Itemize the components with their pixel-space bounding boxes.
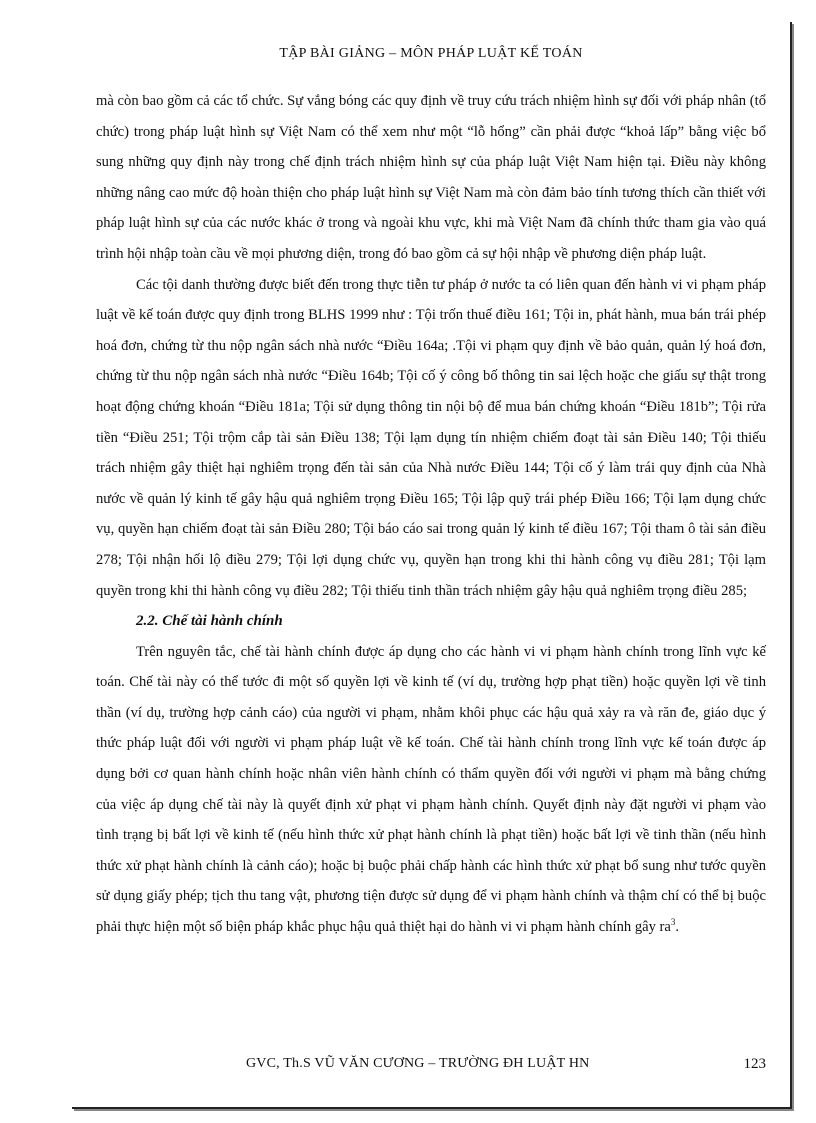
footnote-marker: 3 <box>670 917 676 928</box>
section-heading: 2.2. Chế tài hành chính <box>136 613 283 630</box>
footer-author: GVC, Th.S VŨ VĂN CƯƠNG – TRƯỜNG ĐH LUẬT HN <box>246 1056 590 1071</box>
page-body <box>96 86 766 943</box>
paragraph-3-text: Trên nguyên tắc, chế tài hành chính được áp dụng cho các hành vi vi phạm hành chính trong lĩnh vực kế toán. Chế tài này có thể tước đi một số quyền lợi về kinh tế (ví dụ, trường hợp phạt tiền) hoặc quyền lợi về tinh thần (ví dụ, trường hợp cảnh cáo) của người vi phạm, nhằm khôi phục các hậu quả xảy ra và răn đe, giáo dục ý thức pháp luật đối với người vi phạm pháp luật về kế toán. Chế tài hành chính trong lĩnh vực kế toán được áp dụng bởi cơ quan hành chính hoặc nhân viên hành chính có thẩm quyền đối với người vi phạm mà bằng chứng của việc áp dụng chế tài này là quyết định xử phạt vi phạm hành chính. Quyết định này đặt người vi phạm vào tình trạng bị bất lợi về kinh tế (nếu hình thức xử phạt hành chính là phạt tiền) hoặc bất lợi về tinh thần (nếu hình thức xử phạt hành chính là cảnh cáo); hoặc bị buộc phải chấp hành các hình thức xử phạt bổ sung như tước quyền sử dụng giấy phép; tịch thu tang vật, phương tiện được sử dụng để vi phạm hành chính và thậm chí có thể bị buộc phải thực hiện một số biện pháp khắc phục hậu quả thiệt hại do hành vi vi phạm hành chính gây ra <box>96 643 766 936</box>
paragraph-3-end: . <box>675 919 680 936</box>
page-header: TẬP BÀI GIẢNG – MÔN PHÁP LUẬT KẾ TOÁN <box>279 46 583 61</box>
paragraph-2: Các tội danh thường được biết đến trong thực tiễn tư pháp ở nước ta có liên quan đến hành vi vi phạm pháp luật về kế toán được quy định trong BLHS 1999 như : Tội trốn thuế điều 161; Tội in, phát hành, mua bán trái phép hoá đơn, chứng từ thu nộp ngân sách nhà nước “Điều 164a; .Tội vi phạm quy định về bảo quản, quản lý hoá đơn, chứng từ thu nộp ngân sách nhà nước “Điều 164b; Tội cố ý công bố thông tin sai lệch hoặc che giấu sự thật trong hoạt động chứng khoán “Điều 181a; Tội sử dụng thông tin nội bộ để mua bán chứng khoán “Điều 181b”; Tội rửa tiền “Điều 251; Tội trộm cắp tài sản Điều 138; Tội lạm dụng tín nhiệm chiếm đoạt tài sản Điều 140; Tội thiếu trách nhiệm gây thiệt hại nghiêm trọng đến tài sản của Nhà nước Điều 144; Tội cố ý làm trái quy định của Nhà nước về quản lý kinh tế gây hậu quả nghiêm trọng Điều 165; Tội lập quỹ trái phép Điều 166; Tội lạm dụng chức vụ, quyền hạn chiếm đoạt tài sản Điều 280; Tội báo cáo sai trong quản lý kinh tế điều 167; Tội tham ô tài sản điều 278; Tội nhận hối lộ điều 279; Tội lợi dụng chức vụ, quyền hạn trong khi thi hành công vụ điều 281; Tội lạm quyền trong khi thi hành công vụ điều 282; Tội thiếu tinh thần trách nhiệm gây hậu quả nghiêm trọng điều 285; <box>96 276 766 599</box>
paragraph-1: mà còn bao gồm cả các tổ chức. Sự vắng bóng các quy định về truy cứu trách nhiệm hình sự đối với pháp nhân (tổ chức) trong pháp luật hình sự Việt Nam có thể xem như một “lỗ hổng” cần phải được “khoả lấp” bằng việc bổ sung những quy định này trong chế định trách nhiệm hình sự của pháp luật Việt Nam hiện tại. Điều này không những nâng cao mức độ hoàn thiện cho pháp luật hình sự Việt Nam mà còn đảm bảo tính tương thích cần thiết với pháp luật hình sự của các nước khác ở trong và ngoài khu vực, khi mà Việt Nam đã chính thức tham gia vào quá trình hội nhập toàn cầu về mọi phương diện, trong đó bao gồm cả sự hội nhập về phương diện pháp luật. <box>96 93 766 262</box>
paragraph-3 <box>96 637 766 943</box>
page-number: 123 <box>743 1056 766 1072</box>
